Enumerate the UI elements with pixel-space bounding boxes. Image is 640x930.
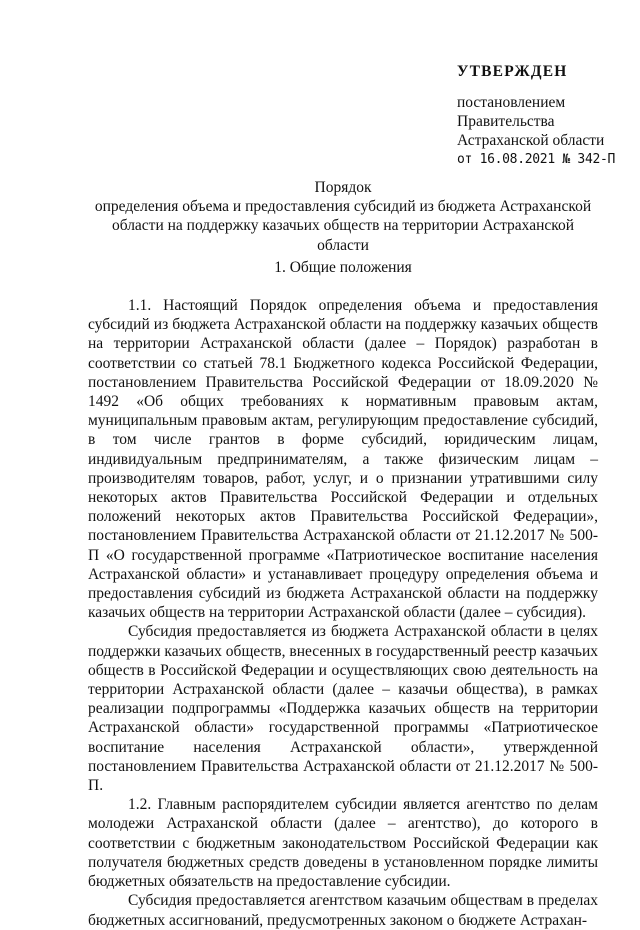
approval-line-1: постановлением — [457, 94, 566, 111]
document-title-line-1: Порядок — [314, 179, 372, 196]
paragraph: Субсидия предоставляется из бюджета Астраханской области в целях поддержки казачьих обществ, внесенных в государственный реестр казачьих обществ в Российской Федерации и осуществляющих свою деятельность на территории Астраханской области (далее – казачьи общества), в рамках реализации подпрограммы «Поддержка казачьих обществ на территории Астраханской области» государственной программы «Патриотическое воспитание населения Астраханской области», утвержденной постановлением Правительства Астраханской области от 21.12.2017 № 500-П. — [88, 623, 598, 795]
document-title — [88, 178, 598, 255]
paragraph: 1.1. Настоящий Порядок определения объема и предоставления субсидий из бюджета Астраханской области на поддержку казачьих обществ на территории Астраханской области (далее – Порядок) разработан в соответствии со статьей 78.1 Бюджетного кодекса Российской Федерации, постановлением Правительства Российской Федерации от 18.09.2020 № 1492 «Об общих требованиях к нормативным правовым актам, муниципальным правовым актам, регулирующим предоставление субсидий, в том числе грантов в форме субсидий, юридическим лицам, индивидуальным предпринимателям, а также физическим лицам – производителям товаров, работ, услуг, и о признании утратившими силу некоторых актов Правительства Российской Федерации и отдельных положений некоторых актов Правительства Российской Федерации», постановлением Правительства Астраханской области от 21.12.2017 № 500-П «О государственной программе «Патриотическое воспитание населения Астраханской области» и устанавливает процедуру определения объема и предоставления субсидий из бюджета Астраханской области на поддержку казачьих обществ на территории Астраханской области (далее – субсидия). — [88, 297, 598, 622]
approval-date-number: от 16.08.2021 № 342-П — [457, 152, 616, 167]
document-title-line-2: определения объема и предоставления субсидий из бюджета Астраханской области на поддержку казачьих обществ на территории Астраханской области — [94, 198, 592, 254]
section-heading: 1. Общие положения — [274, 259, 412, 276]
approval-block — [457, 62, 637, 169]
paragraph: Субсидия предоставляется агентством казачьим обществам в пределах бюджетных ассигнований, предусмотренных законом о бюджете Астрахан- — [88, 892, 598, 929]
approval-line-2: Правительства — [457, 113, 555, 130]
paragraph: 1.2. Главным распорядителем субсидии является агентство по делам молодежи Астраханской области (далее – агентство), до которого в соответствии с бюджетным законодательством Российской Федерации как получателя бюджетных средств доведены в установленном порядке лимиты бюджетных обязательств на предоставление субсидии. — [88, 796, 598, 891]
approval-title: УТВЕРЖДЕН — [457, 63, 568, 80]
approval-line-3: Астраханской области — [457, 132, 605, 149]
section-body — [88, 296, 598, 930]
